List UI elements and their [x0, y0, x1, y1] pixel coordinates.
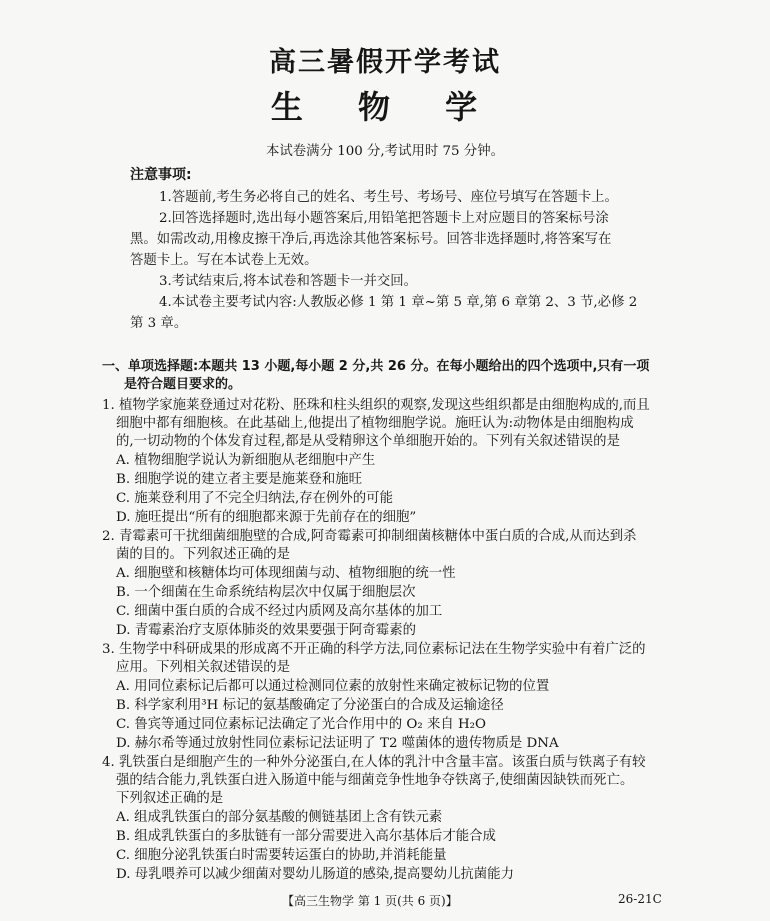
- option: B. 科学家利用³H 标记的氨基酸确定了分泌蛋白的合成及运输途径: [116, 698, 504, 713]
- option: D. 母乳喂养可以减少细菌对婴幼儿肠道的感染,提高婴幼儿抗菌能力: [116, 867, 514, 882]
- page-footer-code: 26-21C: [618, 892, 662, 906]
- option: A. 植物细胞学说认为新细胞从老细胞中产生: [116, 453, 376, 468]
- notice-line: 第 3 章。: [130, 316, 188, 331]
- option: A. 组成乳铁蛋白的部分氨基酸的侧链基团上含有铁元素: [116, 810, 443, 825]
- section-heading: 是符合题目要求的。: [124, 377, 242, 392]
- option: A. 用同位素标记后都可以通过检测同位素的放射性来确定被标记物的位置: [116, 679, 550, 694]
- question-stem: 4. 乳铁蛋白是细胞产生的一种外分泌蛋白,在人体的乳汁中含量丰富。该蛋白质与铁离子有较: [102, 755, 646, 770]
- option: B. 细胞学说的建立者主要是施莱登和施旺: [116, 472, 362, 487]
- question-stem: 菌的目的。下列叙述正确的是: [116, 547, 291, 562]
- notice-line: 4.本试卷主要考试内容:人教版必修 1 第 1 章~第 5 章,第 6 章第 2、3 节,必修 2: [159, 295, 638, 310]
- question-stem: 应用。下列相关叙述错误的是: [116, 660, 291, 675]
- option: C. 鲁宾等通过同位素标记法确定了光合作用中的 O₂ 来自 H₂O: [116, 717, 487, 732]
- question-stem: 细胞中都有细胞核。在此基础上,他提出了植物细胞学说。施旺认为:动物体是由细胞构成: [116, 416, 634, 431]
- exam-info: 本试卷满分 100 分,考试用时 75 分钟。: [266, 144, 504, 159]
- notice-line: 1.答题前,考生务必将自己的姓名、考生号、考场号、座位号填写在答题卡上。: [159, 190, 618, 205]
- option: C. 细菌中蛋白质的合成不经过内质网及高尔基体的加工: [116, 604, 443, 619]
- option: D. 青霉素治疗支原体肺炎的效果要强于阿奇霉素的: [116, 623, 416, 638]
- question-stem: 2. 青霉素可干扰细菌细胞壁的合成,阿奇霉素可抑制细菌核糖体中蛋白质的合成,从而达到杀: [102, 529, 637, 544]
- question-stem: 的,一切动物的个体发育过程,都是从受精卵这个单细胞开始的。下列有关叙述错误的是: [116, 434, 620, 449]
- exam-title: 高三暑假开学考试: [269, 47, 501, 78]
- notice-line: 2.回答选择题时,选出每小题答案后,用铅笔把答题卡上对应题目的答案标号涂: [159, 211, 609, 226]
- notice-line: 答题卡上。写在本试卷上无效。: [130, 253, 318, 268]
- page-footer-label: 【高三生物学 第 1 页(共 6 页)】: [282, 894, 458, 908]
- section-heading: 一、单项选择题:本题共 13 小题,每小题 2 分,共 26 分。在每小题给出的四个选项中,只有一项: [102, 359, 650, 374]
- question-stem: 1. 植物学家施莱登通过对花粉、胚珠和柱头组织的观察,发现这些组织都是由细胞构成的,而且: [102, 398, 650, 413]
- notice-line: 黑。如需改动,用橡皮擦干净后,再选涂其他答案标号。回答非选择题时,将答案写在: [130, 232, 612, 247]
- question-stem: 3. 生物学中科研成果的形成离不开正确的科学方法,同位素标记法在生物学实验中有着广泛的: [102, 642, 646, 657]
- question-stem: 下列叙述正确的是: [116, 791, 224, 806]
- subject-title: 生 物 学: [270, 88, 500, 126]
- notice-heading: 注意事项:: [130, 167, 192, 183]
- option: D. 施旺提出“所有的细胞都来源于先前存在的细胞”: [116, 510, 417, 525]
- question-stem: 强的结合能力,乳铁蛋白进入肠道中能与细菌竞争性地争夺铁离子,使细菌因缺铁而死亡。: [116, 773, 634, 788]
- option: D. 赫尔希等通过放射性同位素标记法证明了 T2 噬菌体的遗传物质是 DNA: [116, 736, 559, 751]
- option: C. 施莱登利用了不完全归纳法,存在例外的可能: [116, 491, 393, 506]
- option: C. 细胞分泌乳铁蛋白时需要转运蛋白的协助,并消耗能量: [116, 848, 447, 863]
- option: B. 组成乳铁蛋白的多肽链有一部分需要进入高尔基体后才能合成: [116, 829, 496, 844]
- option: A. 细胞壁和核糖体均可体现细菌与动、植物细胞的统一性: [116, 566, 456, 581]
- notice-line: 3.考试结束后,将本试卷和答题卡一并交回。: [159, 274, 418, 289]
- option: B. 一个细菌在生命系统结构层次中仅属于细胞层次: [116, 585, 416, 600]
